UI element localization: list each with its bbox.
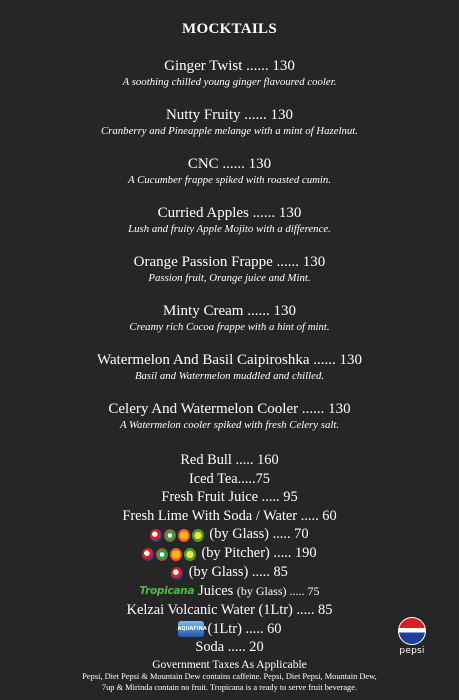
item-description: Cranberry and Pineapple melange with a mint of Hazelnut. <box>100 125 358 137</box>
menu-item-watermelon-basil <box>0 351 459 400</box>
item-price: (by Glass) ..... 85 <box>188 564 288 581</box>
seven-up-icon <box>156 548 168 561</box>
menu-item-pepsi-glass <box>0 563 459 582</box>
item-name: Ginger Twist ...... 130 <box>164 58 295 74</box>
juices-label: Juices <box>198 582 234 599</box>
mocktail-list <box>0 57 459 449</box>
item-name: Curried Apples ...... 130 <box>157 205 302 221</box>
menu-item-aquafina <box>0 620 459 639</box>
section-title: MOCKTAILS <box>182 21 277 37</box>
menu-item-orange-passion-frappe <box>0 253 459 302</box>
mountain-dew-icon <box>184 548 196 561</box>
tax-note: Government Taxes As Applicable <box>152 659 307 671</box>
tropicana-logo: Tropicana <box>139 585 195 598</box>
item-description: Passion fruit, Orange juice and Mint. <box>148 272 311 284</box>
menu-item-cnc <box>0 155 459 204</box>
item-description: A Cucumber frappe spiked with roasted cumin. <box>127 174 332 186</box>
menu-item-soft-drinks-glass <box>0 525 459 544</box>
item-price: (by Glass) ..... 70 <box>209 526 309 543</box>
item-name: Minty Cream ...... 130 <box>163 303 296 319</box>
menu-item-red-bull: Red Bull ..... 160 <box>180 452 279 468</box>
menu-item-soft-drinks-pitcher <box>0 544 459 563</box>
pepsi-can-icon <box>150 529 162 542</box>
menu-item-curried-apples <box>0 204 459 253</box>
menu-item-fresh-lime: Fresh Lime With Soda / Water ..... 60 <box>122 507 337 524</box>
menu-item-kelzai: Kelzai Volcanic Water (1Ltr) ..... 85 <box>126 601 333 618</box>
item-name: Celery And Watermelon Cooler ...... 130 <box>108 401 351 417</box>
menu-item-juices <box>0 582 459 601</box>
item-description: Basil and Watermelon muddled and chilled. <box>134 370 325 382</box>
item-description: Creamy rich Cocoa frappe with a hint of mint. <box>129 321 330 333</box>
pepsi-globe-icon <box>398 617 426 645</box>
item-name: Orange Passion Frappe ...... 130 <box>133 254 326 270</box>
item-description: Lush and fruity Apple Mojito with a difference. <box>128 223 331 235</box>
disclaimer-line: Pepsi, Diet Pepsi & Mountain Dew contains caffeine. Pepsi, Diet Pepsi, Mountain Dew, <box>82 672 377 681</box>
disclaimer-line: 7up & Mirinda contain no fruit. Tropicana is a ready to serve fruit beverage. <box>101 682 358 692</box>
pepsi-can-icon <box>171 567 183 580</box>
item-description: A soothing chilled young ginger flavoured cooler. <box>122 76 337 88</box>
item-description: A Watermelon cooler spiked with fresh Celery salt. <box>119 419 340 431</box>
mirinda-icon <box>170 548 182 561</box>
menu-item-minty-cream <box>0 302 459 351</box>
menu-item-celery-watermelon <box>0 400 459 449</box>
pepsi-wordmark: pepsi <box>399 646 425 656</box>
aquafina-logo: AQUAFINA <box>178 621 204 637</box>
beverage-list <box>0 451 459 657</box>
item-name: Nutty Fruity ...... 130 <box>165 107 294 123</box>
menu-item-nutty-fruity <box>0 106 459 155</box>
pepsi-can-icon <box>142 548 154 561</box>
mountain-dew-icon <box>192 529 204 542</box>
menu-item-soda: Soda ..... 20 <box>195 639 264 656</box>
item-name: CNC ...... 130 <box>187 156 272 172</box>
item-price: (1Ltr) ..... 60 <box>207 620 282 637</box>
item-price: (by Pitcher) ..... 190 <box>201 545 317 562</box>
footer <box>0 659 459 693</box>
menu-item-ginger-twist <box>0 57 459 106</box>
pepsi-logo <box>393 617 431 656</box>
item-price: (by Glass) ..... 75 <box>236 583 320 598</box>
seven-up-icon <box>164 529 176 542</box>
menu-item-iced-tea: Iced Tea.....75 <box>188 470 271 487</box>
mirinda-icon <box>178 529 190 542</box>
soft-drink-logos <box>142 545 198 564</box>
item-name: Watermelon And Basil Caipiroshka ...... 130 <box>96 352 362 368</box>
soft-drink-logos <box>150 526 206 545</box>
menu-item-fresh-fruit-juice: Fresh Fruit Juice ..... 95 <box>161 489 298 506</box>
